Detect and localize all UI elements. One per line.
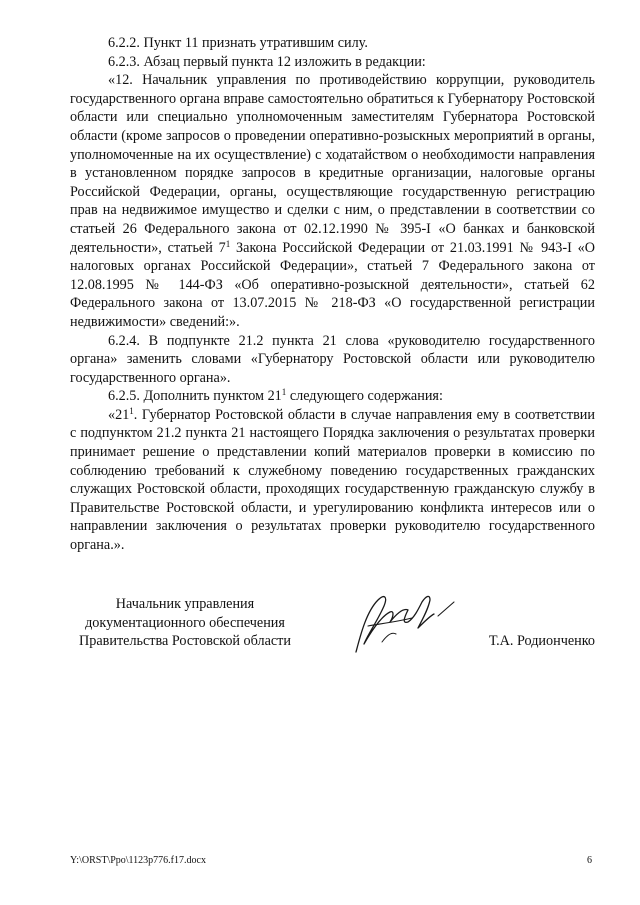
superscript: 1 <box>225 238 231 249</box>
signatory-title-line-3: Правительства Ростовской области <box>79 633 291 650</box>
signatory-name: Т.А. Родионченко <box>488 633 595 649</box>
file-path-footer: Y:\ORST\Ppo\1123p776.f17.docx <box>70 855 206 866</box>
paragraph-item-12-text-a: «12. Начальник управления по противодействию коррупции, руководитель государственного органа вправе самостоятельно обратиться к Губернатору Ростовской области или специально уполномоченным заместителям Губернатора Ростовской области (кроме запросов о проведении оперативно-розыскных мероприятий в органы, уполномоченные на их осуществление) с ходатайством о необходимости направления в установленном порядке запросов в кредитные организации, налоговые органы Российской Федерации, органы, осуществляющие государственную регистрацию прав на недвижимое имущество и сделки с ним, о представлении в соответствии со статьей 26 Федерального закона от 02.12.1990 № 395-I «О банках и банковской деятельности», статьей 7 <box>70 72 595 256</box>
signatory-title <box>70 595 300 651</box>
paragraph-6-2-5-text-b: следующего содержания: <box>286 388 443 405</box>
paragraph-6-2-2: 6.2.2. Пункт 11 признать утратившим силу. <box>108 35 368 51</box>
superscript: 1 <box>281 387 287 398</box>
superscript: 1 <box>129 405 134 416</box>
paragraph-6-2-5 <box>70 387 595 406</box>
paragraph-6-2-4: 6.2.4. В подпункте 21.2 пункта 21 слова «руководителю государственного органа» заменить словами «Губернатору Ростовской области или руководителю государственного органа». <box>70 332 595 386</box>
paragraph-6-2-3: 6.2.3. Абзац первый пункта 12 изложить в редакции: <box>108 53 426 70</box>
paragraph-item-12 <box>70 71 595 331</box>
paragraph-item-21-1-text-b: . Губернатор Ростовской области в случае направления ему в соответствии с подпунктом 21.2 пункта 21 настоящего Порядка заключения о результатах проверки принимает решение о представлении копий материалов проверки в комиссию по соблюдению требований к служебному поведению государственных гражданских служащих Ростовской области, проходящих государственную гражданскую службу в Правительстве Ростовской области, и урегулированию конфликта интересов или о направлении заключения о результатах проверки руководителю государственного органа.». <box>70 406 595 554</box>
signatory-title-line-1: Начальник управления <box>115 596 255 612</box>
paragraph-6-2-5-text-a: 6.2.5. Дополнить пунктом 21 <box>108 388 282 405</box>
document-body <box>70 34 595 555</box>
paragraph-item-21-1-text-a: «21 <box>108 406 130 423</box>
paragraph-item-21-1 <box>70 406 595 555</box>
paragraph-item-12-text-b: Закона Российской Федерации от 21.03.1991 № 943-I «О налоговых органах Российской Федерации», статьей 7 Федерального закона от 12.08.1995 № 144-ФЗ «Об оперативно-розыскной деятельности», статьей 62 Федерального закона от 13.07.2015 № 218-ФЗ «О государственной регистрации недвижимости» сведений:». <box>70 239 595 330</box>
handwritten-signature <box>338 582 458 662</box>
page-number: 6 <box>587 855 592 866</box>
signatory-title-line-2: документационного обеспечения <box>85 614 285 631</box>
